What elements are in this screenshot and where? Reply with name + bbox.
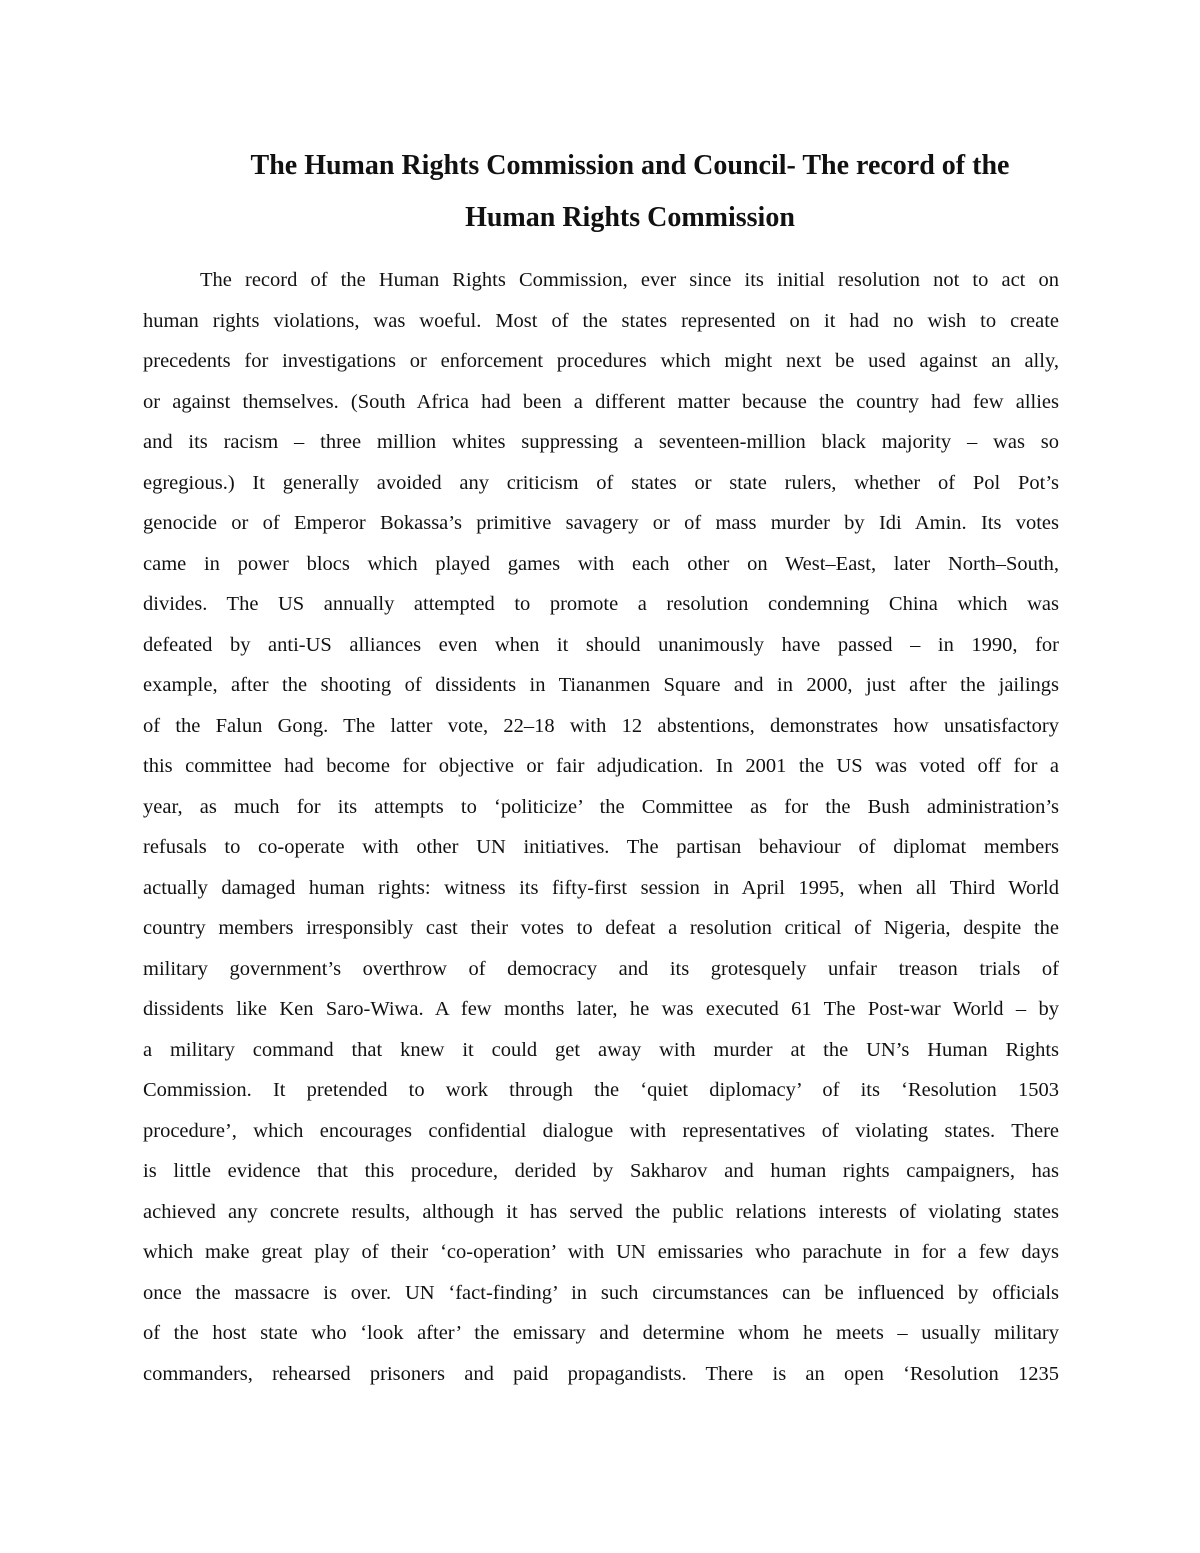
paragraph-line: and its racism – three million whites suppressing a seventeen-million black majority – was so <box>143 431 1059 453</box>
title-line-2: Human Rights Commission <box>465 202 795 233</box>
paragraph-line: defeated by anti-US alliances even when it should unanimously have passed – in 1990, for <box>143 633 1059 656</box>
title-line-1: The Human Rights Commission and Council- The record of the <box>250 150 1010 181</box>
paragraph-line: Commission. It pretended to work through the ‘quiet diplomacy’ of its ‘Resolution 1503 <box>143 1079 1059 1101</box>
paragraph-line: year, as much for its attempts to ‘politicize’ the Committee as for the Bush administration’s <box>143 795 1059 818</box>
paragraph-line: example, after the shooting of dissidents in Tiananmen Square and in 2000, just after the jailings <box>143 674 1059 696</box>
paragraph-line: this committee had become for objective or fair adjudication. In 2001 the US was voted off for a <box>143 755 1059 777</box>
paragraph-line: is little evidence that this procedure, derided by Sakharov and human rights campaigners, has <box>143 1160 1059 1182</box>
paragraph-line: procedure’, which encourages confidential dialogue with representatives of violating states. There <box>143 1119 1059 1142</box>
paragraph-line: dissidents like Ken Saro-Wiwa. A few months later, he was executed 61 The Post-war World – by <box>143 998 1059 1020</box>
paragraph-line: divides. The US annually attempted to promote a resolution condemning China which was <box>143 593 1059 615</box>
document-title <box>130 140 1130 244</box>
paragraph-line: refusals to co-operate with other UN initiatives. The partisan behaviour of diplomat members <box>143 836 1059 858</box>
paragraph-line: which make great play of their ‘co-operation’ with UN emissaries who parachute in for a few days <box>143 1241 1059 1263</box>
paragraph-line: came in power blocs which played games with each other on West–East, later North–South, <box>143 552 1059 575</box>
paragraph-line: of the Falun Gong. The latter vote, 22–18 with 12 abstentions, demonstrates how unsatisfactory <box>143 714 1059 737</box>
body-paragraph <box>143 260 1059 1394</box>
paragraph-line: actually damaged human rights: witness its fifty-first session in April 1995, when all Third World <box>143 876 1059 899</box>
paragraph-line: commanders, rehearsed prisoners and paid propagandists. There is an open ‘Resolution 1235 <box>143 1362 1059 1385</box>
paragraph-line: genocide or of Emperor Bokassa’s primitive savagery or of mass murder by Idi Amin. Its votes <box>143 512 1059 534</box>
paragraph-line: military government’s overthrow of democracy and its grotesquely unfair treason trials of <box>143 957 1059 980</box>
paragraph-line: a military command that knew it could get away with murder at the UN’s Human Rights <box>143 1038 1059 1061</box>
paragraph-line: of the host state who ‘look after’ the emissary and determine whom he meets – usually military <box>143 1322 1059 1344</box>
paragraph-line: human rights violations, was woeful. Most of the states represented on it had no wish to create <box>143 309 1059 332</box>
paragraph-line: egregious.) It generally avoided any criticism of states or state rulers, whether of Pol Pot’s <box>143 471 1059 494</box>
paragraph-line: once the massacre is over. UN ‘fact-finding’ in such circumstances can be influenced by officials <box>143 1281 1059 1304</box>
paragraph-line: or against themselves. (South Africa had been a different matter because the country had few allies <box>143 390 1059 413</box>
paragraph-line: country members irresponsibly cast their votes to defeat a resolution critical of Nigeria, despite the <box>143 917 1059 939</box>
paragraph-line: The record of the Human Rights Commission, ever since its initial resolution not to act on <box>200 269 1059 291</box>
paragraph-line: precedents for investigations or enforcement procedures which might next be used against an ally, <box>143 350 1059 372</box>
paragraph-line: achieved any concrete results, although it has served the public relations interests of violating states <box>143 1200 1059 1223</box>
